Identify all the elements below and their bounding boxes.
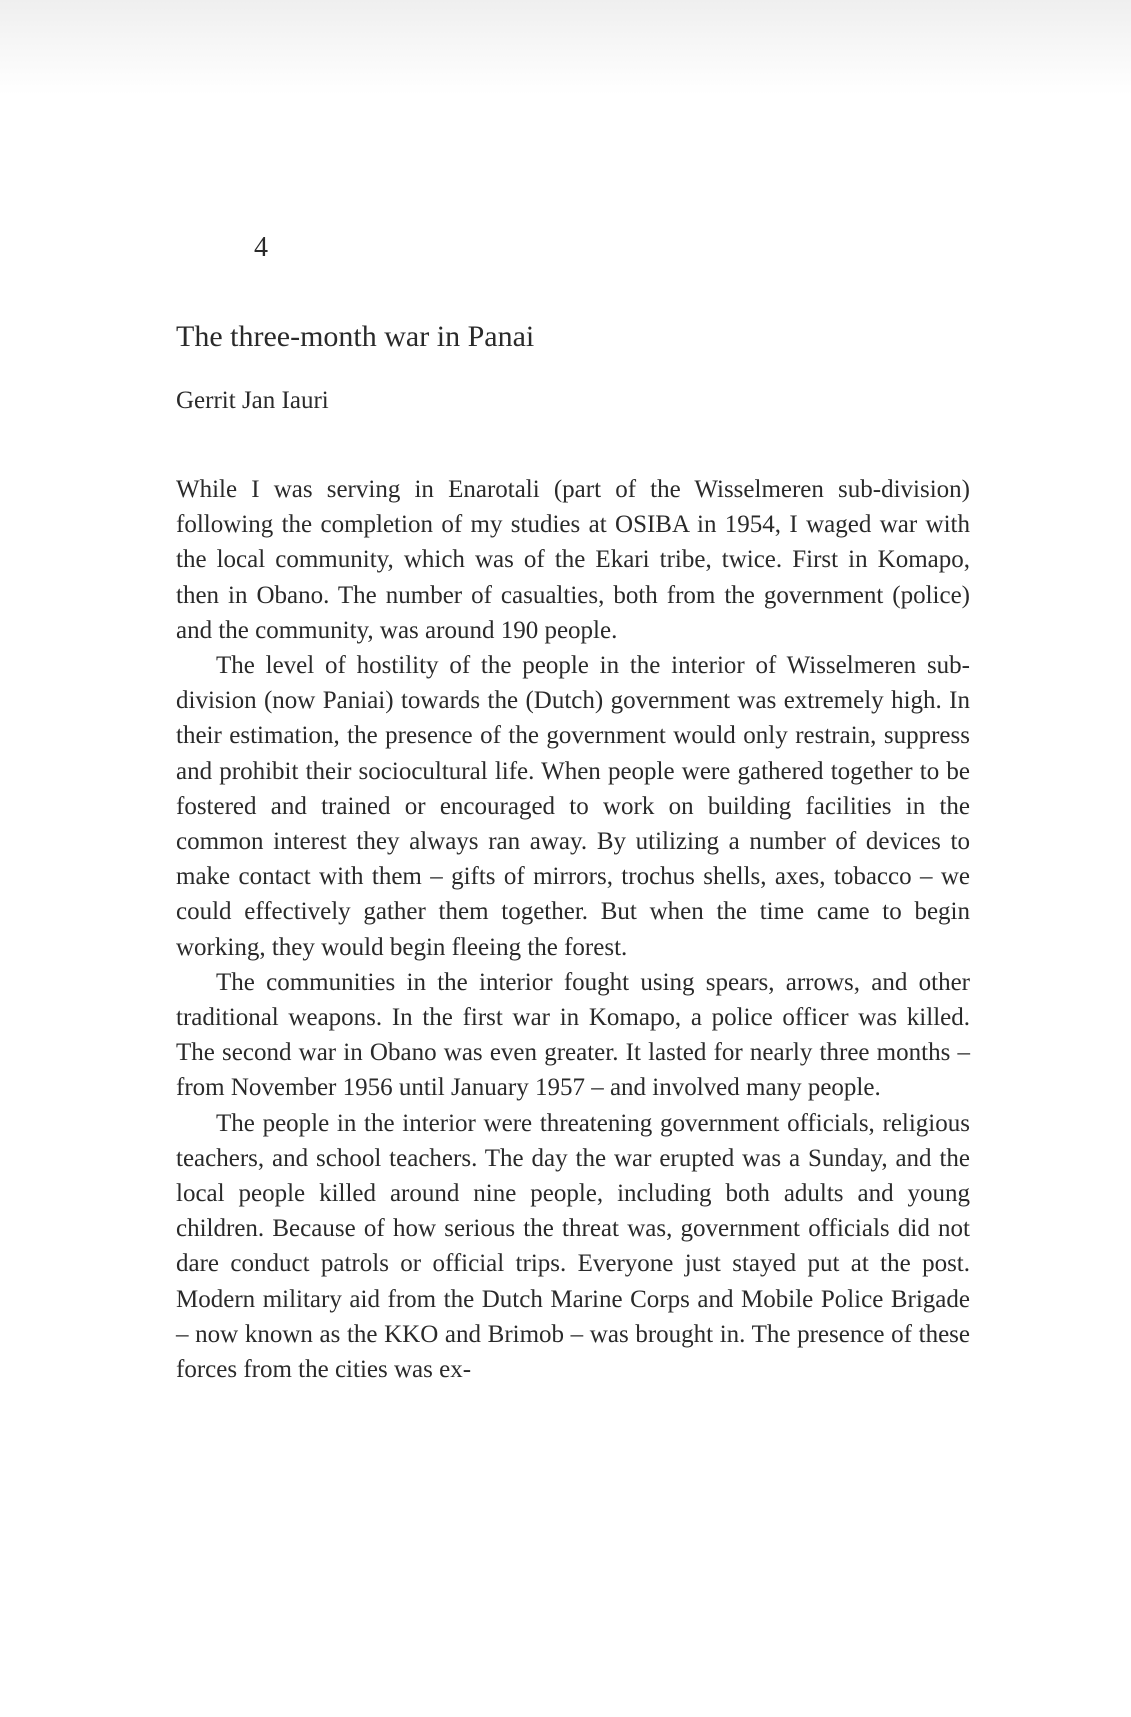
body-paragraph: The people in the interior were threatening government officials, religious teachers, and school teachers. The day the war erupted was a Sunday, and the local people killed around nine people, including both adults and young children. Because of how serious the threat was, government officials did not dare conduct patrols or official trips. Everyone just stayed put at the post. Modern military aid from the Dutch Marine Corps and Mobile Police Brigade – now known as the KKO and Brimob – was brought in. The presence of these forces from the cities was ex- (176, 1109, 970, 1384)
chapter-body (176, 472, 970, 1387)
body-paragraph: The level of hostility of the people in the interior of Wisselmeren sub-division (now Paniai) towards the (Dutch) government was extremely high. In their estimation, the presence of the government would only restrain, suppress and prohibit their sociocultural life. When people were gathered together to be fostered and trained or encouraged to work on building facilities in the common interest they always ran away. By utilizing a number of devices to make contact with them – gifts of mirrors, trochus shells, axes, tobacco – we could effectively gather them together. But when the time came to begin working, they would begin fleeing the forest. (176, 652, 970, 961)
body-paragraph: The communities in the interior fought using spears, arrows, and other traditional weapons. In the first war in Komapo, a police officer was killed. The second war in Obano was even greater. It lasted for nearly three months – from November 1956 until January 1957 – and involved many people. (176, 968, 970, 1102)
top-shading (0, 0, 1131, 95)
chapter-title: The three-month war in Panai (176, 320, 535, 353)
body-paragraph: While I was serving in Enarotali (part of the Wisselmeren sub-division) following the completion of my studies at OSIBA in 1954, I waged war with the local community, which was of the Ekari tribe, twice. First in Komapo, then in Obano. The number of casualties, both from the government (police) and the community, was around 190 people. (176, 476, 970, 644)
book-page (176, 232, 970, 1387)
chapter-number: 4 (254, 232, 268, 263)
chapter-author: Gerrit Jan Iauri (176, 387, 329, 414)
